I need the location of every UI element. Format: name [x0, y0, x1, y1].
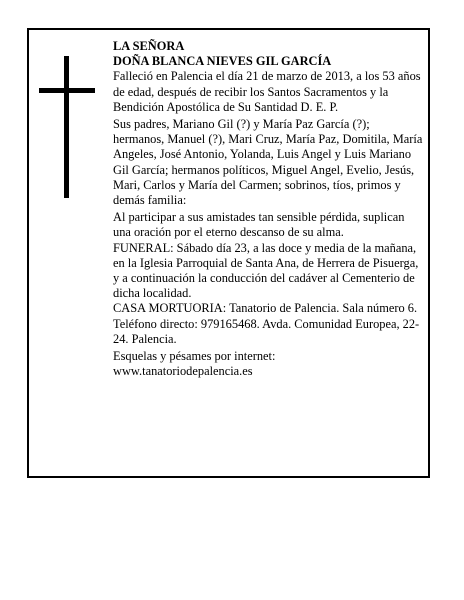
obituary-text — [113, 39, 423, 379]
death-paragraph: Falleció en Palencia el día 21 de marzo de 2013, a los 53 años de edad, después de recibir los Santos Sacramentos y la Bendición Apostólica de Su Santidad D. E. P. — [113, 69, 421, 114]
family-paragraph: Sus padres, Mariano Gil (?) y María Paz García (?); hermanos, Manuel (?), Mari Cruz, María Paz, Domitila, María Angeles, José Antonio, Yolanda, Luis Angel y Luis Mariano Gil García; hermanos políticos, Miguel Angel, Evelio, Jesús, Mari, Carlos y María del Carmen; sobrinos, tíos, primos y demás familia: — [113, 117, 423, 208]
online-label: Esquelas y pésames por internet: — [113, 349, 276, 364]
online-url: www.tanatoriodepalencia.es — [113, 364, 253, 379]
mortuary-paragraph: CASA MORTUORIA: Tanatorio de Palencia. Sala número 6. Teléfono directo: 979165468. Avda. Comunidad Europea, 22-24. Palencia. — [113, 301, 420, 346]
request-paragraph: Al participar a sus amistades tan sensible pérdida, suplican una oración por el eterno descanso de su alma. — [113, 210, 405, 240]
cross-horizontal-bar — [39, 88, 95, 93]
funeral-paragraph: FUNERAL: Sábado día 23, a las doce y media de la mañana, en la Iglesia Parroquial de Santa Ana, de Herrera de Pisuerga, y a continuación la conducción del cadáver al Cementerio de dicha localidad. — [113, 240, 419, 301]
heading-title: LA SEÑORA — [113, 39, 185, 53]
deceased-name: DOÑA BLANCA NIEVES GIL GARCÍA — [113, 54, 332, 69]
cross-vertical-bar — [64, 56, 69, 198]
